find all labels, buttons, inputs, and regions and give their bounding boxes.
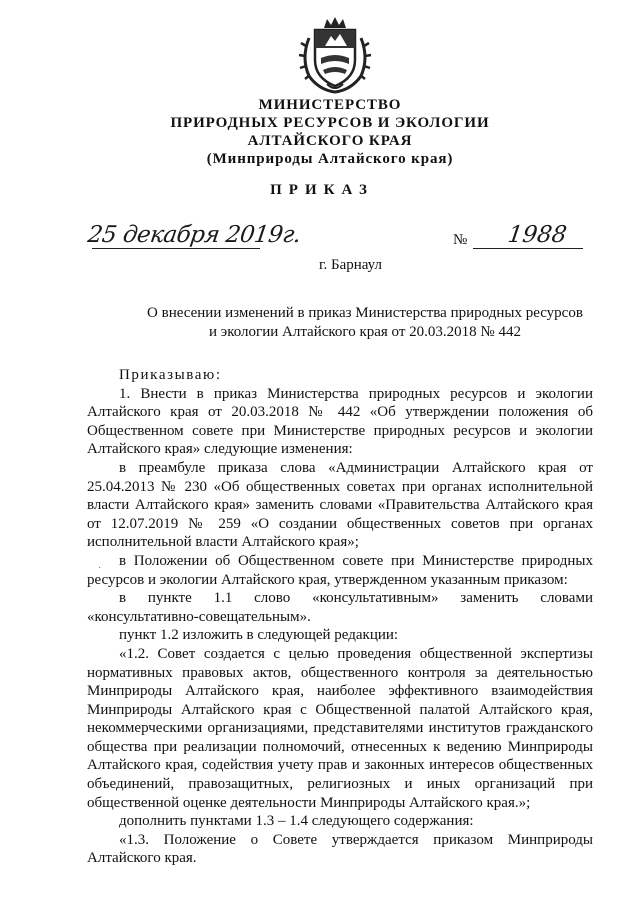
coat-of-arms-icon: [297, 14, 373, 94]
document-body: [87, 366, 593, 868]
paragraph: в пункте 1.1 слово «консультативным» заменить словами «консультативно-совещательным».: [87, 590, 593, 625]
order-phrase: Приказываю:: [119, 367, 222, 383]
paragraph: пункт 1.2 изложить в следующей редакции:: [119, 627, 399, 644]
city: г. Барнаул: [319, 257, 382, 273]
paragraph: в Положении об Общественном совете при Министерстве природных ресурсов и экологии Алтайского края, утвержденном указанным приказом:: [87, 552, 593, 588]
ministry-line: ПРИРОДНЫХ РЕСУРСОВ И ЭКОЛОГИИ: [170, 115, 490, 131]
ministry-line: МИНИСТЕРСТВО: [258, 97, 402, 113]
paragraph: дополнить пунктами 1.3 – 1.4 следующего содержания:: [119, 813, 474, 830]
subject-line: О внесении изменений в приказ Министерства природных ресурсов: [147, 305, 583, 321]
ministry-short-name: (Минприроды Алтайского края): [206, 151, 454, 167]
handwritten-date: 25 декабря 2019г.: [86, 222, 303, 248]
date-underline: [92, 248, 260, 249]
paragraph: в преамбуле приказа слова «Администрации Алтайского края от 25.04.2013 № 230 «Об общественных советах при органах исполнительной власти Алтайского края» заменить словами «Правительства Алтайского края от 12.07.2019 № 259 «О создании общественных советов при органах исполнительной власти Алтайского края»;: [87, 459, 593, 551]
ministry-name: [0, 96, 640, 168]
scan-speck: ·: [98, 563, 102, 574]
handwritten-number: 1988: [506, 222, 569, 248]
paragraph: 1. Внести в приказ Министерства природных ресурсов и экологии Алтайского края от 20.03.2018 № 442 «Об утверждении положения об Общественном совете при Министерстве природных ресурсов и экологии Алтайского края» следующие изменения:: [87, 385, 593, 458]
ministry-line: АЛТАЙСКОГО КРАЯ: [247, 133, 413, 149]
number-underline: [473, 248, 583, 249]
document-subject: [0, 304, 640, 342]
number-label: №: [453, 232, 468, 248]
document-type: ПРИКАЗ: [270, 182, 374, 198]
paragraph: «1.2. Совет создается с целью проведения общественной экспертизы нормативных правовых актов, общественного контроля за деятельностью Минприроды Алтайского края, наиболее эффективного взаимодействия Минприроды Алтайского края с Общественной палатой Алтайского края, некоммерческими организациями, представителями институтов гражданского общества при реализации полномочий, отнесенных к ведению Минприроды Алтайского края, содействия учету прав и законных интересов общественных объединений, правозащитных, религиозных и иных организаций при общественной оценке деятельности Минприроды Алтайского края.»;: [87, 645, 593, 811]
paragraph: «1.3. Положение о Совете утверждается приказом Минприроды Алтайского края.: [87, 831, 593, 867]
subject-line: и экологии Алтайского края от 20.03.2018 № 442: [209, 324, 521, 340]
